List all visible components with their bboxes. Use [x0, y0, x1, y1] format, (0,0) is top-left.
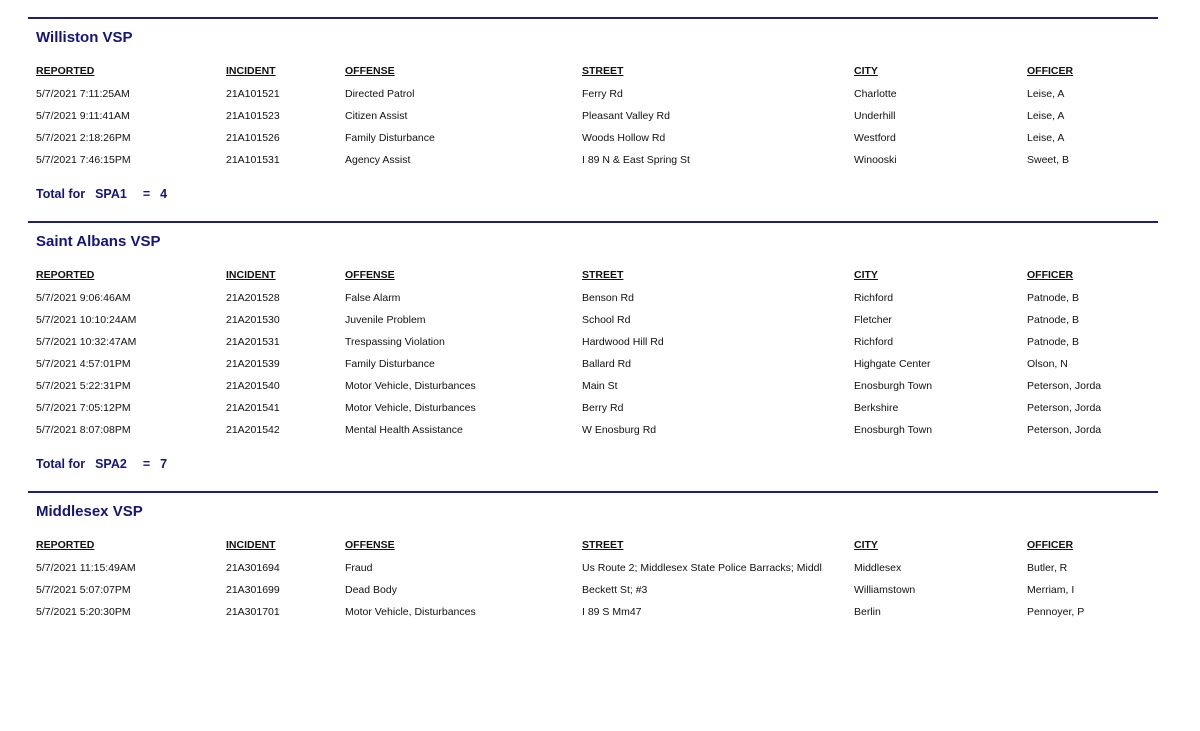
section-title: Williston VSP [36, 29, 133, 46]
cell-reported: 5/7/2021 5:22:31PM [36, 380, 131, 392]
column-header-reported: REPORTED [36, 539, 95, 551]
cell-incident: 21A201539 [226, 358, 280, 370]
cell-street: Berry Rd [582, 402, 624, 414]
column-header-row [28, 539, 1158, 557]
section-title: Middlesex VSP [36, 503, 143, 520]
section-divider [28, 221, 1158, 223]
total-equals: = [142, 187, 151, 201]
cell-street: Us Route 2; Middlesex State Police Barracks; Middl [582, 562, 822, 574]
table-row [28, 88, 1158, 106]
cell-officer: Pennoyer, P [1027, 606, 1085, 618]
cell-incident: 21A101523 [226, 110, 280, 122]
cell-city: Enosburgh Town [854, 424, 933, 436]
table-row [28, 424, 1158, 442]
total-count: 4 [160, 187, 168, 201]
total-equals: = [142, 457, 151, 471]
cell-reported: 5/7/2021 10:10:24AM [36, 314, 137, 326]
cell-reported: 5/7/2021 7:46:15PM [36, 154, 131, 166]
column-header-street: STREET [582, 65, 624, 77]
column-header-incident: INCIDENT [226, 539, 276, 551]
cell-city: Charlotte [854, 88, 897, 100]
cell-street: Ferry Rd [582, 88, 623, 100]
total-spa: SPA1 [95, 187, 127, 201]
table-row [28, 154, 1158, 172]
cell-offense: Family Disturbance [345, 358, 435, 370]
table-row [28, 584, 1158, 602]
cell-offense: Juvenile Problem [345, 314, 426, 326]
cell-street: W Enosburg Rd [582, 424, 657, 436]
section-divider [28, 17, 1158, 19]
cell-reported: 5/7/2021 7:05:12PM [36, 402, 131, 414]
table-row [28, 606, 1158, 624]
cell-street: I 89 N & East Spring St [582, 154, 690, 166]
table-row [28, 402, 1158, 420]
cell-city: Williamstown [854, 584, 916, 596]
section-total [36, 187, 167, 201]
section-total [36, 457, 167, 471]
cell-offense: Trespassing Violation [345, 336, 445, 348]
cell-reported: 5/7/2021 8:07:08PM [36, 424, 131, 436]
column-header-city: CITY [854, 539, 878, 551]
cell-city: Highgate Center [854, 358, 931, 370]
cell-street: Main St [582, 380, 618, 392]
cell-incident: 21A101526 [226, 132, 280, 144]
cell-incident: 21A301701 [226, 606, 280, 618]
cell-incident: 21A101531 [226, 154, 280, 166]
column-header-offense: OFFENSE [345, 539, 395, 551]
cell-city: Richford [854, 292, 894, 304]
cell-officer: Peterson, Jorda [1027, 402, 1102, 414]
report-section [28, 221, 1158, 471]
cell-officer: Patnode, B [1027, 336, 1079, 348]
column-header-offense: OFFENSE [345, 65, 395, 77]
column-header-city: CITY [854, 65, 878, 77]
table-row [28, 110, 1158, 128]
cell-reported: 5/7/2021 7:11:25AM [36, 88, 130, 100]
column-header-reported: REPORTED [36, 269, 95, 281]
cell-offense: Mental Health Assistance [345, 424, 463, 436]
cell-officer: Leise, A [1027, 110, 1065, 122]
cell-offense: Family Disturbance [345, 132, 435, 144]
cell-incident: 21A201542 [226, 424, 280, 436]
cell-offense: Fraud [345, 562, 373, 574]
total-spa: SPA2 [95, 457, 127, 471]
column-header-officer: OFFICER [1027, 65, 1074, 77]
cell-reported: 5/7/2021 9:11:41AM [36, 110, 130, 122]
cell-reported: 5/7/2021 11:15:49AM [36, 562, 136, 574]
table-row [28, 358, 1158, 376]
table-row [28, 380, 1158, 398]
cell-officer: Peterson, Jorda [1027, 380, 1102, 392]
cell-street: Benson Rd [582, 292, 634, 304]
cell-city: Berlin [854, 606, 881, 618]
column-header-street: STREET [582, 269, 624, 281]
cell-officer: Peterson, Jorda [1027, 424, 1102, 436]
cell-offense: Directed Patrol [345, 88, 415, 100]
total-label: Total for [36, 457, 86, 471]
cell-incident: 21A101521 [226, 88, 280, 100]
cell-reported: 5/7/2021 2:18:26PM [36, 132, 131, 144]
column-header-street: STREET [582, 539, 624, 551]
cell-city: Fletcher [854, 314, 892, 326]
cell-reported: 5/7/2021 10:32:47AM [36, 336, 137, 348]
cell-offense: Motor Vehicle, Disturbances [345, 380, 476, 392]
column-header-officer: OFFICER [1027, 539, 1074, 551]
column-header-row [28, 65, 1158, 83]
table-row [28, 132, 1158, 150]
cell-offense: Citizen Assist [345, 110, 408, 122]
column-header-incident: INCIDENT [226, 65, 276, 77]
cell-officer: Patnode, B [1027, 314, 1079, 326]
cell-street: Ballard Rd [582, 358, 632, 370]
cell-offense: Agency Assist [345, 154, 411, 166]
cell-offense: False Alarm [345, 292, 401, 304]
cell-street: Woods Hollow Rd [582, 132, 666, 144]
cell-incident: 21A201528 [226, 292, 280, 304]
cell-incident: 21A301699 [226, 584, 280, 596]
cell-reported: 5/7/2021 5:07:07PM [36, 584, 131, 596]
report-section [28, 491, 1158, 731]
table-row [28, 292, 1158, 310]
column-header-offense: OFFENSE [345, 269, 395, 281]
table-row [28, 314, 1158, 332]
cell-street: I 89 S Mm47 [582, 606, 642, 618]
cell-city: Winooski [854, 154, 897, 166]
cell-street: Hardwood Hill Rd [582, 336, 664, 348]
column-header-officer: OFFICER [1027, 269, 1074, 281]
cell-city: Westford [854, 132, 896, 144]
column-header-row [28, 269, 1158, 287]
cell-officer: Leise, A [1027, 88, 1065, 100]
column-header-city: CITY [854, 269, 878, 281]
cell-officer: Butler, R [1027, 562, 1068, 574]
cell-city: Richford [854, 336, 894, 348]
column-header-reported: REPORTED [36, 65, 95, 77]
cell-city: Berkshire [854, 402, 899, 414]
cell-officer: Sweet, B [1027, 154, 1070, 166]
total-count: 7 [160, 457, 168, 471]
cell-street: Pleasant Valley Rd [582, 110, 670, 122]
cell-officer: Olson, N [1027, 358, 1068, 370]
table-row [28, 562, 1158, 580]
cell-officer: Leise, A [1027, 132, 1065, 144]
cell-reported: 5/7/2021 5:20:30PM [36, 606, 131, 618]
section-title: Saint Albans VSP [36, 233, 161, 250]
cell-city: Middlesex [854, 562, 902, 574]
cell-officer: Merriam, I [1027, 584, 1075, 596]
cell-street: School Rd [582, 314, 631, 326]
total-label: Total for [36, 187, 86, 201]
cell-offense: Motor Vehicle, Disturbances [345, 402, 476, 414]
table-row [28, 336, 1158, 354]
cell-reported: 5/7/2021 9:06:46AM [36, 292, 131, 304]
cell-offense: Motor Vehicle, Disturbances [345, 606, 476, 618]
cell-city: Underhill [854, 110, 896, 122]
cell-street: Beckett St; #3 [582, 584, 648, 596]
section-divider [28, 491, 1158, 493]
cell-incident: 21A201531 [226, 336, 280, 348]
column-header-incident: INCIDENT [226, 269, 276, 281]
cell-incident: 21A201540 [226, 380, 280, 392]
cell-incident: 21A201530 [226, 314, 280, 326]
cell-offense: Dead Body [345, 584, 397, 596]
cell-officer: Patnode, B [1027, 292, 1079, 304]
cell-incident: 21A201541 [226, 402, 280, 414]
cell-city: Enosburgh Town [854, 380, 933, 392]
cell-reported: 5/7/2021 4:57:01PM [36, 358, 131, 370]
cell-incident: 21A301694 [226, 562, 280, 574]
